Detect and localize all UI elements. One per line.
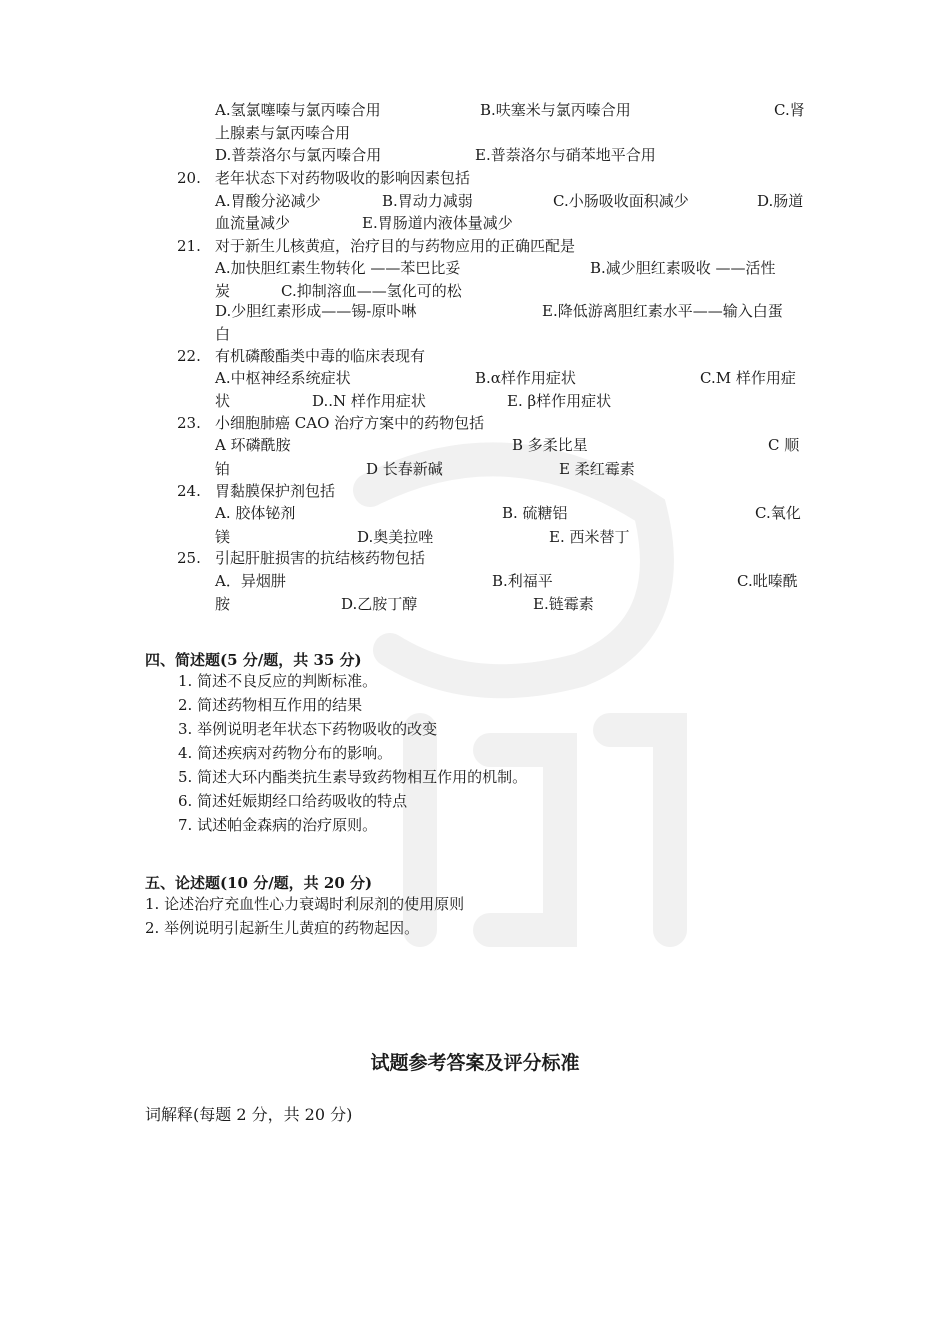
q22-option-d: D..N 样作用症状 <box>312 392 426 410</box>
section4-item-4: 4. 简述疾病对药物分布的影响。 <box>178 744 393 762</box>
section4-item-3: 3. 举例说明老年状态下药物吸收的改变 <box>178 720 438 738</box>
q21-option-b: B.减少胆红素吸收 ——活性 <box>590 259 776 277</box>
section5-item-2: 2. 举例说明引起新生儿黄疸的药物起因。 <box>145 919 420 937</box>
q24-option-c: C.氧化 <box>755 504 801 522</box>
q23-option-c: C 顺 <box>768 436 800 454</box>
section4-item-5: 5. 简述大环内酯类抗生素导致药物相互作用的机制。 <box>178 768 528 786</box>
q23-option-c-cont: 铂 <box>215 460 231 478</box>
q23-option-d: D 长春新碱 <box>366 460 443 478</box>
q19-option-c-cont: 上腺素与氯丙嗪合用 <box>215 124 351 142</box>
q19-option-a: A.氢氯噻嗪与氯丙嗪合用 <box>215 101 381 119</box>
q22-number: 22. <box>177 347 201 365</box>
q24-option-c-cont: 镁 <box>215 528 231 546</box>
q25-option-a: A．异烟肼 <box>215 572 286 590</box>
q24-option-e: E. 西米替丁 <box>549 528 630 546</box>
q22-option-e: E. β样作用症状 <box>507 392 612 410</box>
q20-option-c: C.小肠吸收面积减少 <box>553 192 689 210</box>
q21-option-c: C.抑制溶血——氢化可的松 <box>281 282 462 300</box>
q21-option-e-cont: 白 <box>215 325 231 343</box>
q25-stem: 引起肝脏损害的抗结核药物包括 <box>215 549 426 567</box>
section4-item-7: 7. 试述帕金森病的治疗原则。 <box>178 816 378 834</box>
q24-number: 24. <box>177 482 201 500</box>
q25-option-d: D.乙胺丁醇 <box>341 595 418 613</box>
section5-title: 五、论述题(10 分/题，共 20 分) <box>145 874 373 892</box>
q21-option-a: A.加快胆红素生物转化 ——苯巴比妥 <box>215 259 461 277</box>
q23-option-e: E 柔红霉素 <box>559 460 635 478</box>
q25-option-c: C.吡嗪酰 <box>737 572 798 590</box>
q20-option-a: A.胃酸分泌减少 <box>215 192 321 210</box>
q20-option-b: B.胃动力减弱 <box>382 192 473 210</box>
q22-stem: 有机磷酸酯类中毒的临床表现有 <box>215 347 426 365</box>
q25-option-c-cont: 胺 <box>215 595 231 613</box>
q21-option-e: E.降低游离胆红素水平——输入白蛋 <box>542 302 783 320</box>
q22-option-c: C.M 样作用症 <box>700 369 796 387</box>
q19-option-d: D.普萘洛尔与氯丙嗪合用 <box>215 146 382 164</box>
q20-option-d: D.肠道 <box>757 192 804 210</box>
q19-option-b: B.呋塞米与氯丙嗪合用 <box>480 101 631 119</box>
q20-number: 20. <box>177 169 201 187</box>
section4-item-1: 1. 简述不良反应的判断标准。 <box>178 672 378 690</box>
q23-stem: 小细胞肺癌 CAO 治疗方案中的药物包括 <box>215 414 485 432</box>
q25-option-b: B.利福平 <box>492 572 553 590</box>
answers-title: 试题参考答案及评分标准 <box>370 1052 580 1074</box>
q21-stem: 对于新生儿核黄疸，治疗目的与药物应用的正确匹配是 <box>215 237 576 255</box>
q23-option-b: B 多柔比星 <box>512 436 588 454</box>
section4-title: 四、简述题(5 分/题，共 35 分) <box>145 651 362 669</box>
q21-option-b-cont: 炭 <box>215 282 231 300</box>
q20-option-e: E.胃肠道内液体量减少 <box>362 214 513 232</box>
q20-option-d-cont: 血流量减少 <box>215 214 291 232</box>
q23-option-a: A 环磷酰胺 <box>215 436 291 454</box>
q25-option-e: E.链霉素 <box>533 595 594 613</box>
q22-option-a: A.中枢神经系统症状 <box>215 369 351 387</box>
section4-item-6: 6. 简述妊娠期经口给药吸收的特点 <box>178 792 408 810</box>
q24-option-d: D.奥美拉唑 <box>357 528 434 546</box>
q22-option-b: B.α样作用症状 <box>475 369 576 387</box>
q19-option-e: E.普萘洛尔与硝苯地平合用 <box>475 146 656 164</box>
q24-option-a: A. 胶体铋剂 <box>215 504 296 522</box>
q24-stem: 胃黏膜保护剂包括 <box>215 482 336 500</box>
answers-subtitle: 词解释(每题 2 分，共 20 分) <box>145 1105 353 1124</box>
q19-option-c: C.肾 <box>774 101 805 119</box>
q23-number: 23. <box>177 414 201 432</box>
q24-option-b: B. 硫糖铝 <box>502 504 568 522</box>
section5-item-1: 1. 论述治疗充血性心力衰竭时利尿剂的使用原则 <box>145 895 465 913</box>
q21-option-d: D.少胆红素形成——锡-原卟啉 <box>215 302 417 320</box>
q25-number: 25. <box>177 549 201 567</box>
q22-option-c-cont: 状 <box>215 392 231 410</box>
section4-item-2: 2. 简述药物相互作用的结果 <box>178 696 363 714</box>
q20-stem: 老年状态下对药物吸收的影响因素包括 <box>215 169 471 187</box>
q21-number: 21. <box>177 237 201 255</box>
